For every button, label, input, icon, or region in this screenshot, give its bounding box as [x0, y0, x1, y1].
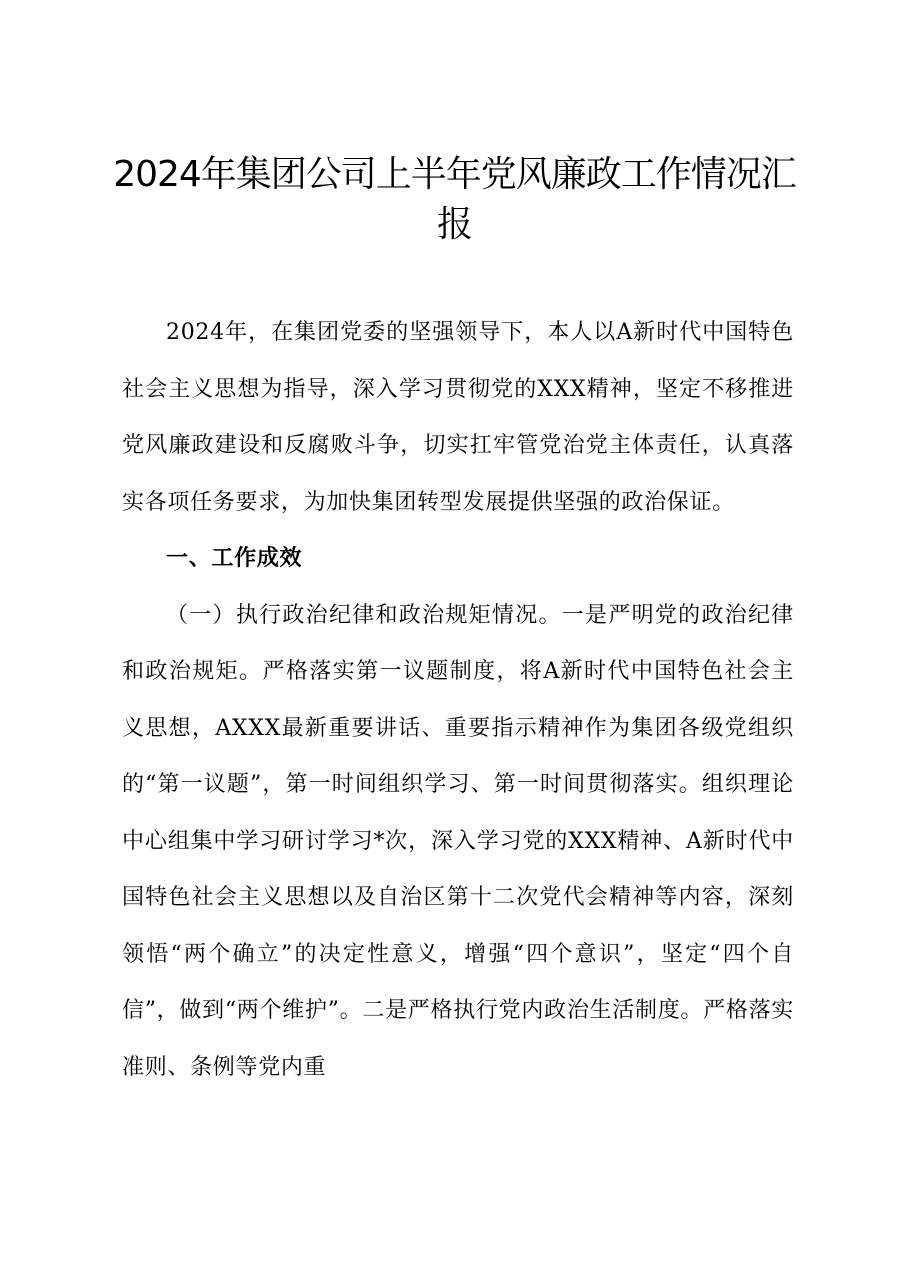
document-body — [122, 305, 794, 1096]
section-heading: 一、工作成效 — [166, 546, 303, 571]
document-title: 2024年集团公司上半年党风廉政工作情况汇报 — [113, 154, 796, 245]
subsection-text: 一是严明党的政治纪律和政治规矩。严格落实第一议题制度，将A新时代中国特色社会主义思想，AXXX最新重要讲话、重要指示精神作为集团各级党组织的“第一议题”，第一时间组织学习、第一时间贯彻落实。组织理论中心组集中学习研讨学习*次，深入学习党的XXX精神、A新时代中国特色社会主义思想以及自治区第十二次党代会精神等内容，深刻领悟“两个确立”的决定性意义，增强“四个意识”，坚定“四个自信”，做到“两个维护”。二是严格执行党内政治生活制度。严格落实准则、条例等党内重 — [122, 602, 794, 1080]
intro-paragraph: 2024年，在集团党委的坚强领导下，本人以A新时代中国特色社会主义思想为指导，深入学习贯彻党的XXX精神，坚定不移推进党风廉政建设和反腐败斗争，切实扛牢管党治党主体责任，认真落实各项任务要求，为加快集团转型发展提供坚强的政治保证。 — [122, 320, 794, 515]
subsection-paragraph — [122, 588, 794, 1097]
subsection-heading: （一）执行政治纪律和政治规矩情况。 — [166, 602, 562, 628]
